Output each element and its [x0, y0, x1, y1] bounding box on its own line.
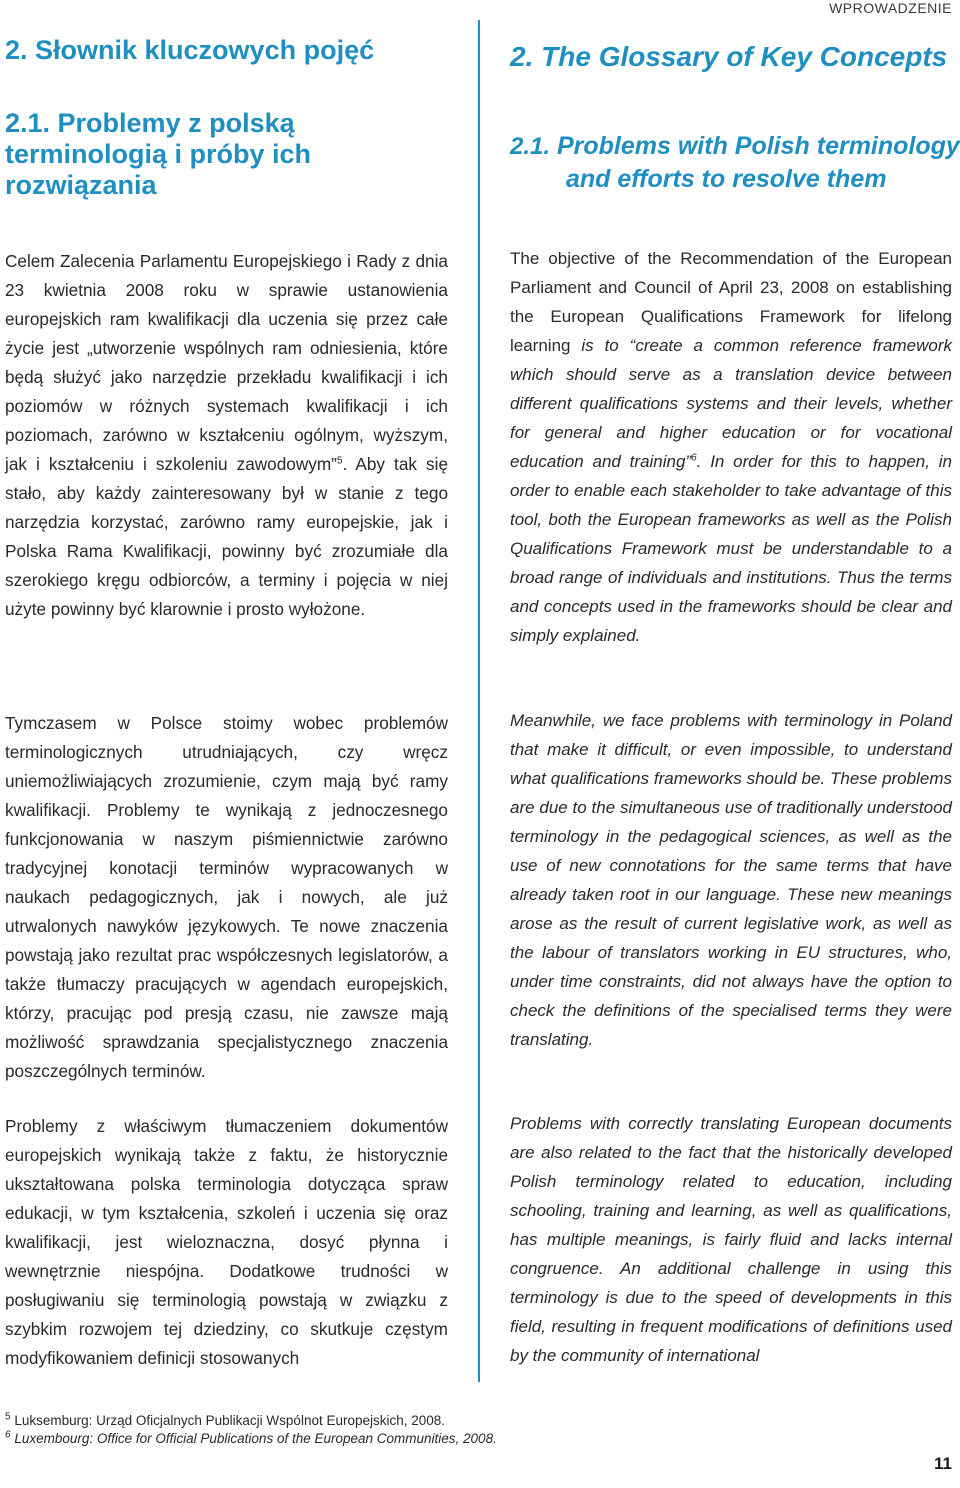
english-heading: 2. The Glossary of Key Concepts — [510, 41, 948, 72]
english-subheading: 2.1. Problems with Polish terminology and efforts to resolve them — [510, 132, 960, 193]
footnote-6: $^6$ Luxembourg: Office for Official Publications of the European Communities, 2008. — [5, 1429, 497, 1446]
column-divider — [478, 20, 480, 1382]
polish-paragraph-3: Problemy z właściwym tłumaczeniem dokumentów europejskich wynikają także z faktu, że historycznie ukształtowana polska terminologia dotycząca spraw edukacji, w tym kształcenia, szkoleń i uczenia się oraz kwalifikacji, jest wieloznaczna, dosyć płynna i wewnętrznie niespójna. Dodatkowe trudności w posługiwaniu się terminologią powstają w związku z szybkim rozwojem tej dziedziny, co skutkuje częstym modyfikowaniem definicji stosowanych — [5, 1116, 448, 1368]
footnote-ref-6[interactable]: 6 — [691, 452, 697, 464]
polish-paragraph-2: Tymczasem w Polsce stoimy wobec problemów terminologicznych utrudniających, czy wręcz uniemożliwiających zrozumienie, czym mają być ramy kwalifikacji. Problemy te wynikają z jednoczesnego funkcjonowania w naszym piśmiennictwie zarówno tradycyjnej konotacji terminów wypracowanych w naukach pedagogicznych, jak i nowych, ale już utrwalonych nawyków językowych. Te nowe znaczenia powstają jako rezultat prac współczesnych legislatorów, a także tłumaczy pracujących w agendach europejskich, którzy, pracując pod presją czasu, nie zawsze mają możliwość sprawdzania specjalistycznego znaczenia poszczególnych terminów. — [5, 713, 448, 1081]
footnote-5: $^5$ Luksemburg: Urząd Oficjalnych Publikacji Wspólnot Europejskich, 2008. — [5, 1411, 446, 1428]
page-number: 11 — [934, 1454, 952, 1473]
english-paragraph-1: The objective of the Recommendation of the European Parliament and Council of April 23, 2008 on establishing the European Qualifications Framework for lifelong learning is to “create a common reference framework which should serve as a translation device between different qualifications systems and their levels, whether for general and higher education or for vocational education and training”$^6$. In order for this to happen, in order to enable each stakeholder to take advantage of this tool, both the European frameworks as well as the Polish Qualifications Framework must be understandable to a broad range of individuals and institutions. Thus the terms and concepts used in the frameworks should be clear and simply explained. — [510, 249, 952, 645]
english-paragraph-2: Meanwhile, we face problems with terminology in Poland that make it difficult, or even impossible, to understand what qualifications frameworks should be. These problems are due to the simultaneous use of traditionally understood terminology in the pedagogical sciences, as well as the use of new connotations for the same terms that have already taken root in our language. These new meanings arose as the result of current legislative work, as well as the labour of translators working in EU structures, who, under time constraints, did not always have the option to check the definitions of the specialised terms they were translating. — [510, 711, 952, 1049]
section-label: WPROWADZENIE — [829, 0, 952, 16]
polish-heading: 2. Słownik kluczowych pojęć — [5, 35, 375, 65]
footnotes — [5, 1412, 905, 1448]
english-paragraph-3: Problems with correctly translating European documents are also related to the fact that the historically developed Polish terminology related to education, including schooling, training and learning, as well as qualifications, has multiple meanings, is fairly fluid and lacks internal congruence. An additional challenge in using this terminology is due to the speed of developments in this field, resulting in frequent modifications of definitions used by the community of international — [510, 1114, 952, 1365]
polish-subheading: 2.1. Problemy z polską terminologią i próby ich rozwiązania — [5, 108, 312, 200]
polish-paragraph-1: Celem Zalecenia Parlamentu Europejskiego i Rady z dnia 23 kwietnia 2008 roku w sprawie ustanowienia europejskich ram kwalifikacji dla uczenia się przez całe życie jest „utworzenie wspólnych ram odniesienia, które będą służyć jako narzędzie przekładu kwalifikacji i ich poziomów w różnych systemach kwalifikacji i ich poziomach, zarówno w kształceniu ogólnym, wyższym, jak i kształceniu i szkoleniu zawodowym”$^5$. Aby tak się stało, aby każdy zainteresowany był w stanie z tego narzędzia korzystać, zarówno ramy europejskie, jak i Polska Rama Kwalifikacji, powinny być zrozumiałe dla szerokiego kręgu odbiorców, a terminy i pojęcia w niej użyte powinny być klarownie i prosto wyłożone. — [5, 251, 449, 619]
footnote-ref-5[interactable]: 5 — [336, 455, 343, 467]
